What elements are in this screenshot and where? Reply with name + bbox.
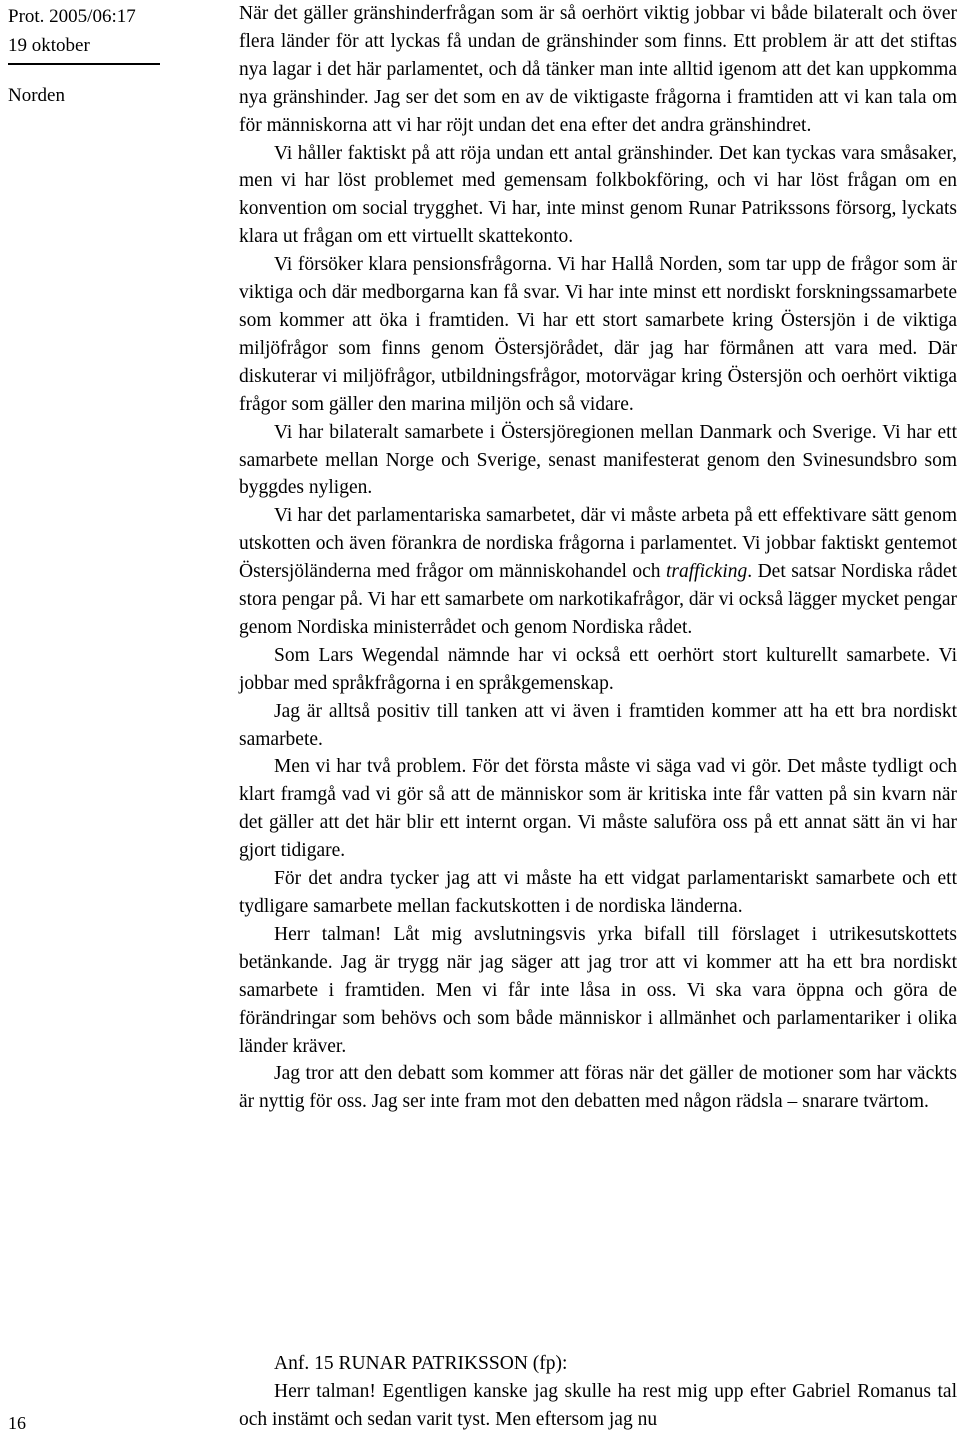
section-name: Norden bbox=[8, 85, 65, 106]
speech-start bbox=[239, 1378, 957, 1434]
paragraph: Jag är alltså positiv till tanken att vi även i framtiden kommer att ha ett bra nordiskt samarbete. bbox=[239, 700, 957, 750]
protocol-number: Prot. 2005/06:17 bbox=[8, 6, 136, 27]
page-number: 16 bbox=[8, 1413, 26, 1433]
protocol-date: 19 oktober bbox=[8, 35, 90, 56]
paragraph: För det andra tycker jag att vi måste ha ett vidgat parlamentariskt samarbete och ett tydligare samarbete mellan fackutskotten i de nordiska länderna. bbox=[239, 868, 957, 917]
paragraph: Jag tror att den debatt som kommer att föras när det gäller de motioner som har väckts är nyttig för oss. Jag ser inte fram mot den debatten med någon rädsla – snarare tvärtom. bbox=[239, 1063, 957, 1113]
paragraph: Vi har det parlamentariska samarbetet, där vi måste arbeta på ett effektivare sätt genom utskotten och även förankra de nordiska frågorna i parlamentet. Vi jobbar faktiskt gentemot Östersjöländerna med frågor om människohandel och trafficking. Det satsar Nordiska rådet stora pengar på. Vi har ett samarbete om narkotikafrågor, där vi också lägger mycket pengar genom Nordiska ministerrådet och genom Nordiska rådet. bbox=[239, 505, 957, 638]
paragraph: Vi försöker klara pensionsfrågorna. Vi har Hallå Norden, som tar upp de frågor som är viktiga och där medborgarna kan få svar. Vi har inte minst ett nordiskt forskningssamarbete som kommer att öka i framtiden. Vi har ett stort samarbete kring Östersjön i de viktiga miljöfrågor som finns genom Östersjörådet, där jag har förmånen att vara med. Där diskuterar vi miljöfrågor, utbildningsfrågor, motorvägar kring Östersjön och oerhört viktiga frågor som gäller den marina miljön och så vidare. bbox=[239, 254, 957, 415]
header-divider bbox=[8, 63, 160, 65]
paragraph: Herr talman! Egentligen kanske jag skulle ha rest mig upp efter Gabriel Romanus tal och instämt och sedan varit tyst. Men eftersom jag nu bbox=[239, 1381, 957, 1430]
paragraph: Som Lars Wegendal nämnde har vi också ett oerhört stort kulturellt samarbete. Vi jobbar med språkfrågorna i en språkgemenskap. bbox=[239, 644, 957, 694]
speech-text bbox=[239, 0, 957, 1116]
paragraph: Herr talman! Låt mig avslutningsvis yrka bifall till förslaget i utrikesutskottets betänkande. Jag är trygg när jag säger att jag tror att vi kommer att ha ett bra nordiskt samarbete i framtiden. Men vi får inte låsa in oss. Vi ska vara öppna och göra de förändringar som behövs och som både människor i allmänhet och parlamentariker i olika länder kräver. bbox=[239, 923, 957, 1057]
paragraph: Vi har bilateralt samarbete i Östersjöregionen mellan Danmark och Sverige. Vi har ett samarbete mellan Norge och Sverige, senast manifesterat genom den Svinesundsbro som byggdes nyligen. bbox=[239, 421, 957, 499]
paragraph: Vi håller faktiskt på att röja undan ett antal gränshinder. Det kan tyckas vara småsaker, men vi har löst problemet med gemensam folkbokföring, och vi har löst frågan om en konvention om social trygghet. Vi har, inte minst genom Runar Patrikssons försorg, lyckats klara ut frågan om ett virtuellt skattekonto. bbox=[239, 142, 957, 248]
page-header bbox=[8, 2, 208, 107]
paragraph: Men vi har två problem. För det första måste vi säga vad vi gör. Det måste tydligt och klart framgå vad vi gör så att de människor som är kritiska inte får vatten på sin kvarn när det gäller att det här blir ett internt organ. Vi måste saluföra oss på ett annat sätt än vi har gjort tidigare. bbox=[239, 756, 957, 862]
paragraph: När det gäller gränshinderfrågan som är så oerhört viktig jobbar vi både bilateralt och över flera länder för att lyckas få undan de gränshinder som finns. Ett problem är att det stiftas nya lagar i det här parlamentet, och då tänker man inte alltid igenom att det kan uppkomma nya gränshinder. Jag ser det som en av de viktigaste frågorna i framtiden att vi kan tala om för människorna att vi har röjt undan det ena efter det andra gränshindret. bbox=[239, 3, 957, 136]
speaker-heading: Anf. 15 RUNAR PATRIKSSON (fp): bbox=[274, 1353, 568, 1374]
